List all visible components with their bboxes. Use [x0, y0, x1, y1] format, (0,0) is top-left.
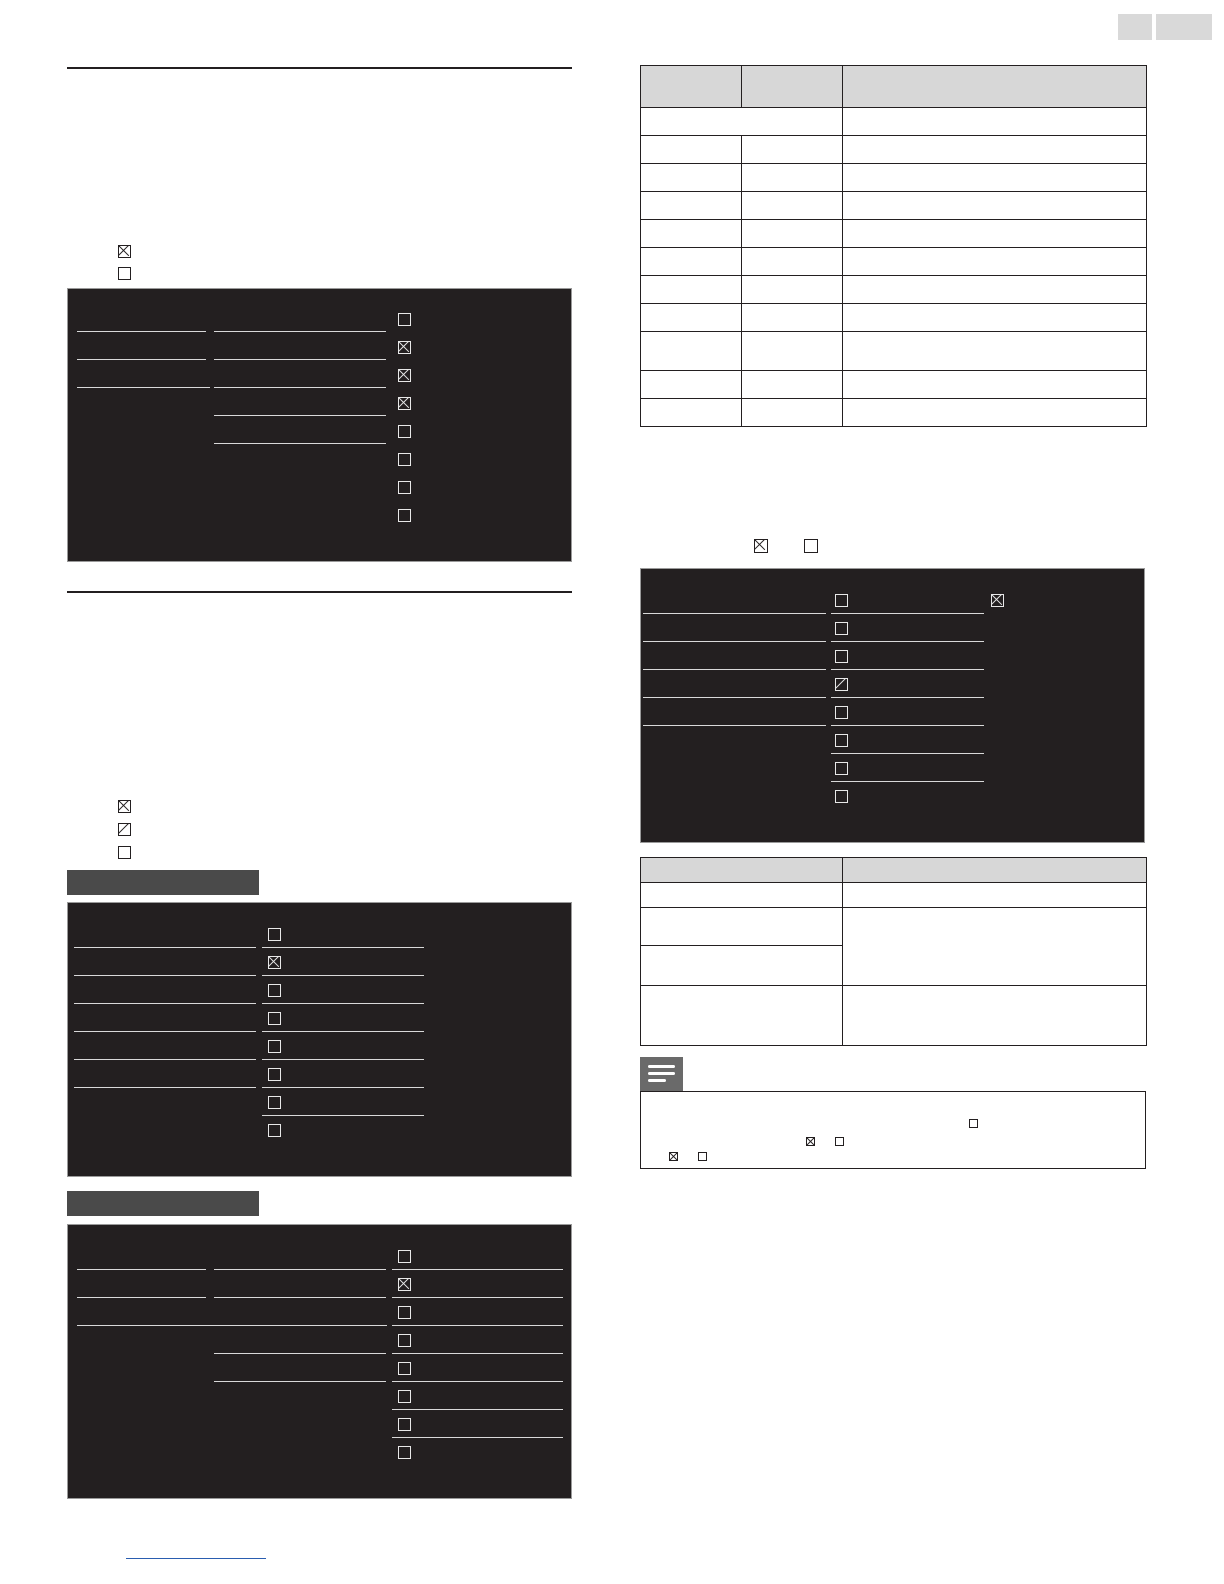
rating-checkbox[interactable]: [268, 956, 281, 969]
rating-checkbox[interactable]: [835, 790, 848, 803]
tv-menu-screen-2b: [67, 1224, 572, 1499]
menu-col2-row: [262, 975, 424, 976]
menu-col2-row: [831, 725, 984, 726]
menu-col2-row: [214, 1381, 386, 1382]
menu-col3-row: [392, 1325, 563, 1326]
rating-table-header: [641, 66, 1147, 108]
note-checked-box-icon: [806, 1137, 815, 1146]
menu-col2-row: [214, 387, 386, 388]
menu-col1-row: [74, 1031, 256, 1032]
menu-col2-row: [262, 1003, 424, 1004]
rating-checkbox[interactable]: [268, 1124, 281, 1137]
rating-checkbox[interactable]: [398, 397, 411, 410]
header-box-2: [1156, 14, 1212, 40]
rating-checkbox[interactable]: [398, 341, 411, 354]
screen-2a-tab: [67, 870, 259, 895]
menu-col2-row: [831, 613, 984, 614]
tv-menu-screen-2a: [67, 902, 572, 1177]
menu-col2-row: [214, 1297, 386, 1298]
table-row: [641, 164, 1147, 192]
table-row: [641, 883, 1147, 908]
rating-checkbox[interactable]: [835, 678, 848, 691]
rating-table: [640, 65, 1147, 427]
table-row: [641, 108, 1147, 136]
note-icon-line: [648, 1072, 675, 1075]
menu-col1-row: [74, 1087, 256, 1088]
table-row: [641, 986, 1147, 1046]
menu-col1-row: [77, 1325, 387, 1326]
table-row: [641, 371, 1147, 399]
rating-checkbox[interactable]: [398, 1446, 411, 1459]
rating-checkbox[interactable]: [398, 481, 411, 494]
rating-checkbox[interactable]: [398, 509, 411, 522]
rating-checkbox[interactable]: [835, 622, 848, 635]
menu-col1-row: [643, 725, 826, 726]
menu-col2-row: [831, 753, 984, 754]
menu-col1-row: [74, 1003, 256, 1004]
rating-checkbox[interactable]: [835, 650, 848, 663]
menu-col1-row: [77, 387, 210, 388]
table-row: [641, 192, 1147, 220]
menu-col1-row: [74, 947, 256, 948]
rating-checkbox[interactable]: [835, 762, 848, 775]
rating-checkbox[interactable]: [268, 984, 281, 997]
inline-checked-box-icon: [754, 539, 768, 553]
rating-checkbox[interactable]: [398, 313, 411, 326]
inline-empty-box-icon: [804, 539, 818, 553]
menu-col2-row: [262, 1087, 424, 1088]
section2-rule: [67, 591, 572, 593]
rating-checkbox[interactable]: [398, 1334, 411, 1347]
menu-col1-row: [74, 1059, 256, 1060]
footer-link[interactable]: [126, 1558, 266, 1559]
note-empty-box-icon: [835, 1137, 844, 1146]
legend-checked-box-icon: [118, 245, 131, 258]
note-icon-line: [648, 1079, 666, 1082]
description-table-header: [641, 858, 1147, 883]
menu-col3-row: [392, 1353, 563, 1354]
table-row: [641, 136, 1147, 164]
table-row: [641, 220, 1147, 248]
menu-col1-row: [643, 697, 826, 698]
table-row: [641, 304, 1147, 332]
menu-col1-row: [643, 641, 826, 642]
menu-col2-row: [214, 1269, 386, 1270]
header-box-1: [1118, 14, 1152, 40]
menu-col1-row: [643, 669, 826, 670]
menu-col1-row: [77, 331, 206, 332]
note-empty-box-icon: [969, 1119, 978, 1128]
note-icon: [640, 1057, 683, 1092]
rating-checkbox[interactable]: [398, 369, 411, 382]
menu-col2-row: [262, 947, 424, 948]
legend-empty-box-icon: [118, 846, 131, 859]
rating-checkbox[interactable]: [398, 1362, 411, 1375]
menu-col3-row: [392, 1409, 563, 1410]
rating-checkbox-extra[interactable]: [991, 594, 1004, 607]
menu-col2-row: [831, 697, 984, 698]
menu-col2-row: [214, 331, 386, 332]
menu-col1-row: [74, 975, 256, 976]
rating-checkbox[interactable]: [268, 1040, 281, 1053]
menu-col3-row: [392, 1269, 563, 1270]
note-empty-box-icon: [698, 1152, 707, 1161]
table-row: [641, 276, 1147, 304]
menu-col2-row: [214, 443, 386, 444]
rating-checkbox[interactable]: [268, 1012, 281, 1025]
menu-col1-row: [77, 359, 206, 360]
legend-partial-box-icon: [118, 823, 131, 836]
rating-checkbox[interactable]: [398, 1278, 411, 1291]
menu-col1-row: [77, 1297, 206, 1298]
rating-checkbox[interactable]: [268, 928, 281, 941]
table-row: [641, 399, 1147, 427]
menu-col2-row: [262, 1115, 424, 1116]
rating-checkbox[interactable]: [835, 594, 848, 607]
table-row: [641, 248, 1147, 276]
screen-2b-tab: [67, 1191, 259, 1216]
description-table: [640, 857, 1147, 1046]
menu-col3-row: [392, 1437, 563, 1438]
menu-col3-row: [392, 1381, 563, 1382]
menu-col2-row: [214, 1353, 386, 1354]
menu-col3-row: [392, 1297, 563, 1298]
table-row: [641, 908, 1147, 946]
menu-col2-row: [831, 641, 984, 642]
rating-checkbox[interactable]: [835, 706, 848, 719]
rating-checkbox[interactable]: [268, 1096, 281, 1109]
table-row: [641, 332, 1147, 371]
menu-col2-row: [262, 1031, 424, 1032]
rating-checkbox[interactable]: [398, 1306, 411, 1319]
tv-menu-screen-3: [640, 568, 1145, 843]
menu-col2-row: [831, 669, 984, 670]
tv-menu-screen-1: [67, 288, 572, 562]
menu-col2-row: [831, 781, 984, 782]
section1-rule: [67, 67, 572, 69]
rating-checkbox[interactable]: [268, 1068, 281, 1081]
menu-col1-row: [77, 1269, 206, 1270]
note-icon-line: [648, 1065, 675, 1068]
menu-col1-row: [643, 613, 826, 614]
rating-checkbox[interactable]: [835, 734, 848, 747]
rating-checkbox[interactable]: [398, 1390, 411, 1403]
note-box: [640, 1091, 1146, 1169]
rating-checkbox[interactable]: [398, 453, 411, 466]
menu-col2-row: [214, 415, 386, 416]
rating-checkbox[interactable]: [398, 425, 411, 438]
menu-col2-row: [214, 359, 386, 360]
rating-checkbox[interactable]: [398, 1250, 411, 1263]
note-checked-box-icon: [669, 1152, 678, 1161]
legend-checked-box-icon: [118, 800, 131, 813]
menu-col2-row: [262, 1059, 424, 1060]
legend-empty-box-icon: [118, 267, 131, 280]
rating-checkbox[interactable]: [398, 1418, 411, 1431]
